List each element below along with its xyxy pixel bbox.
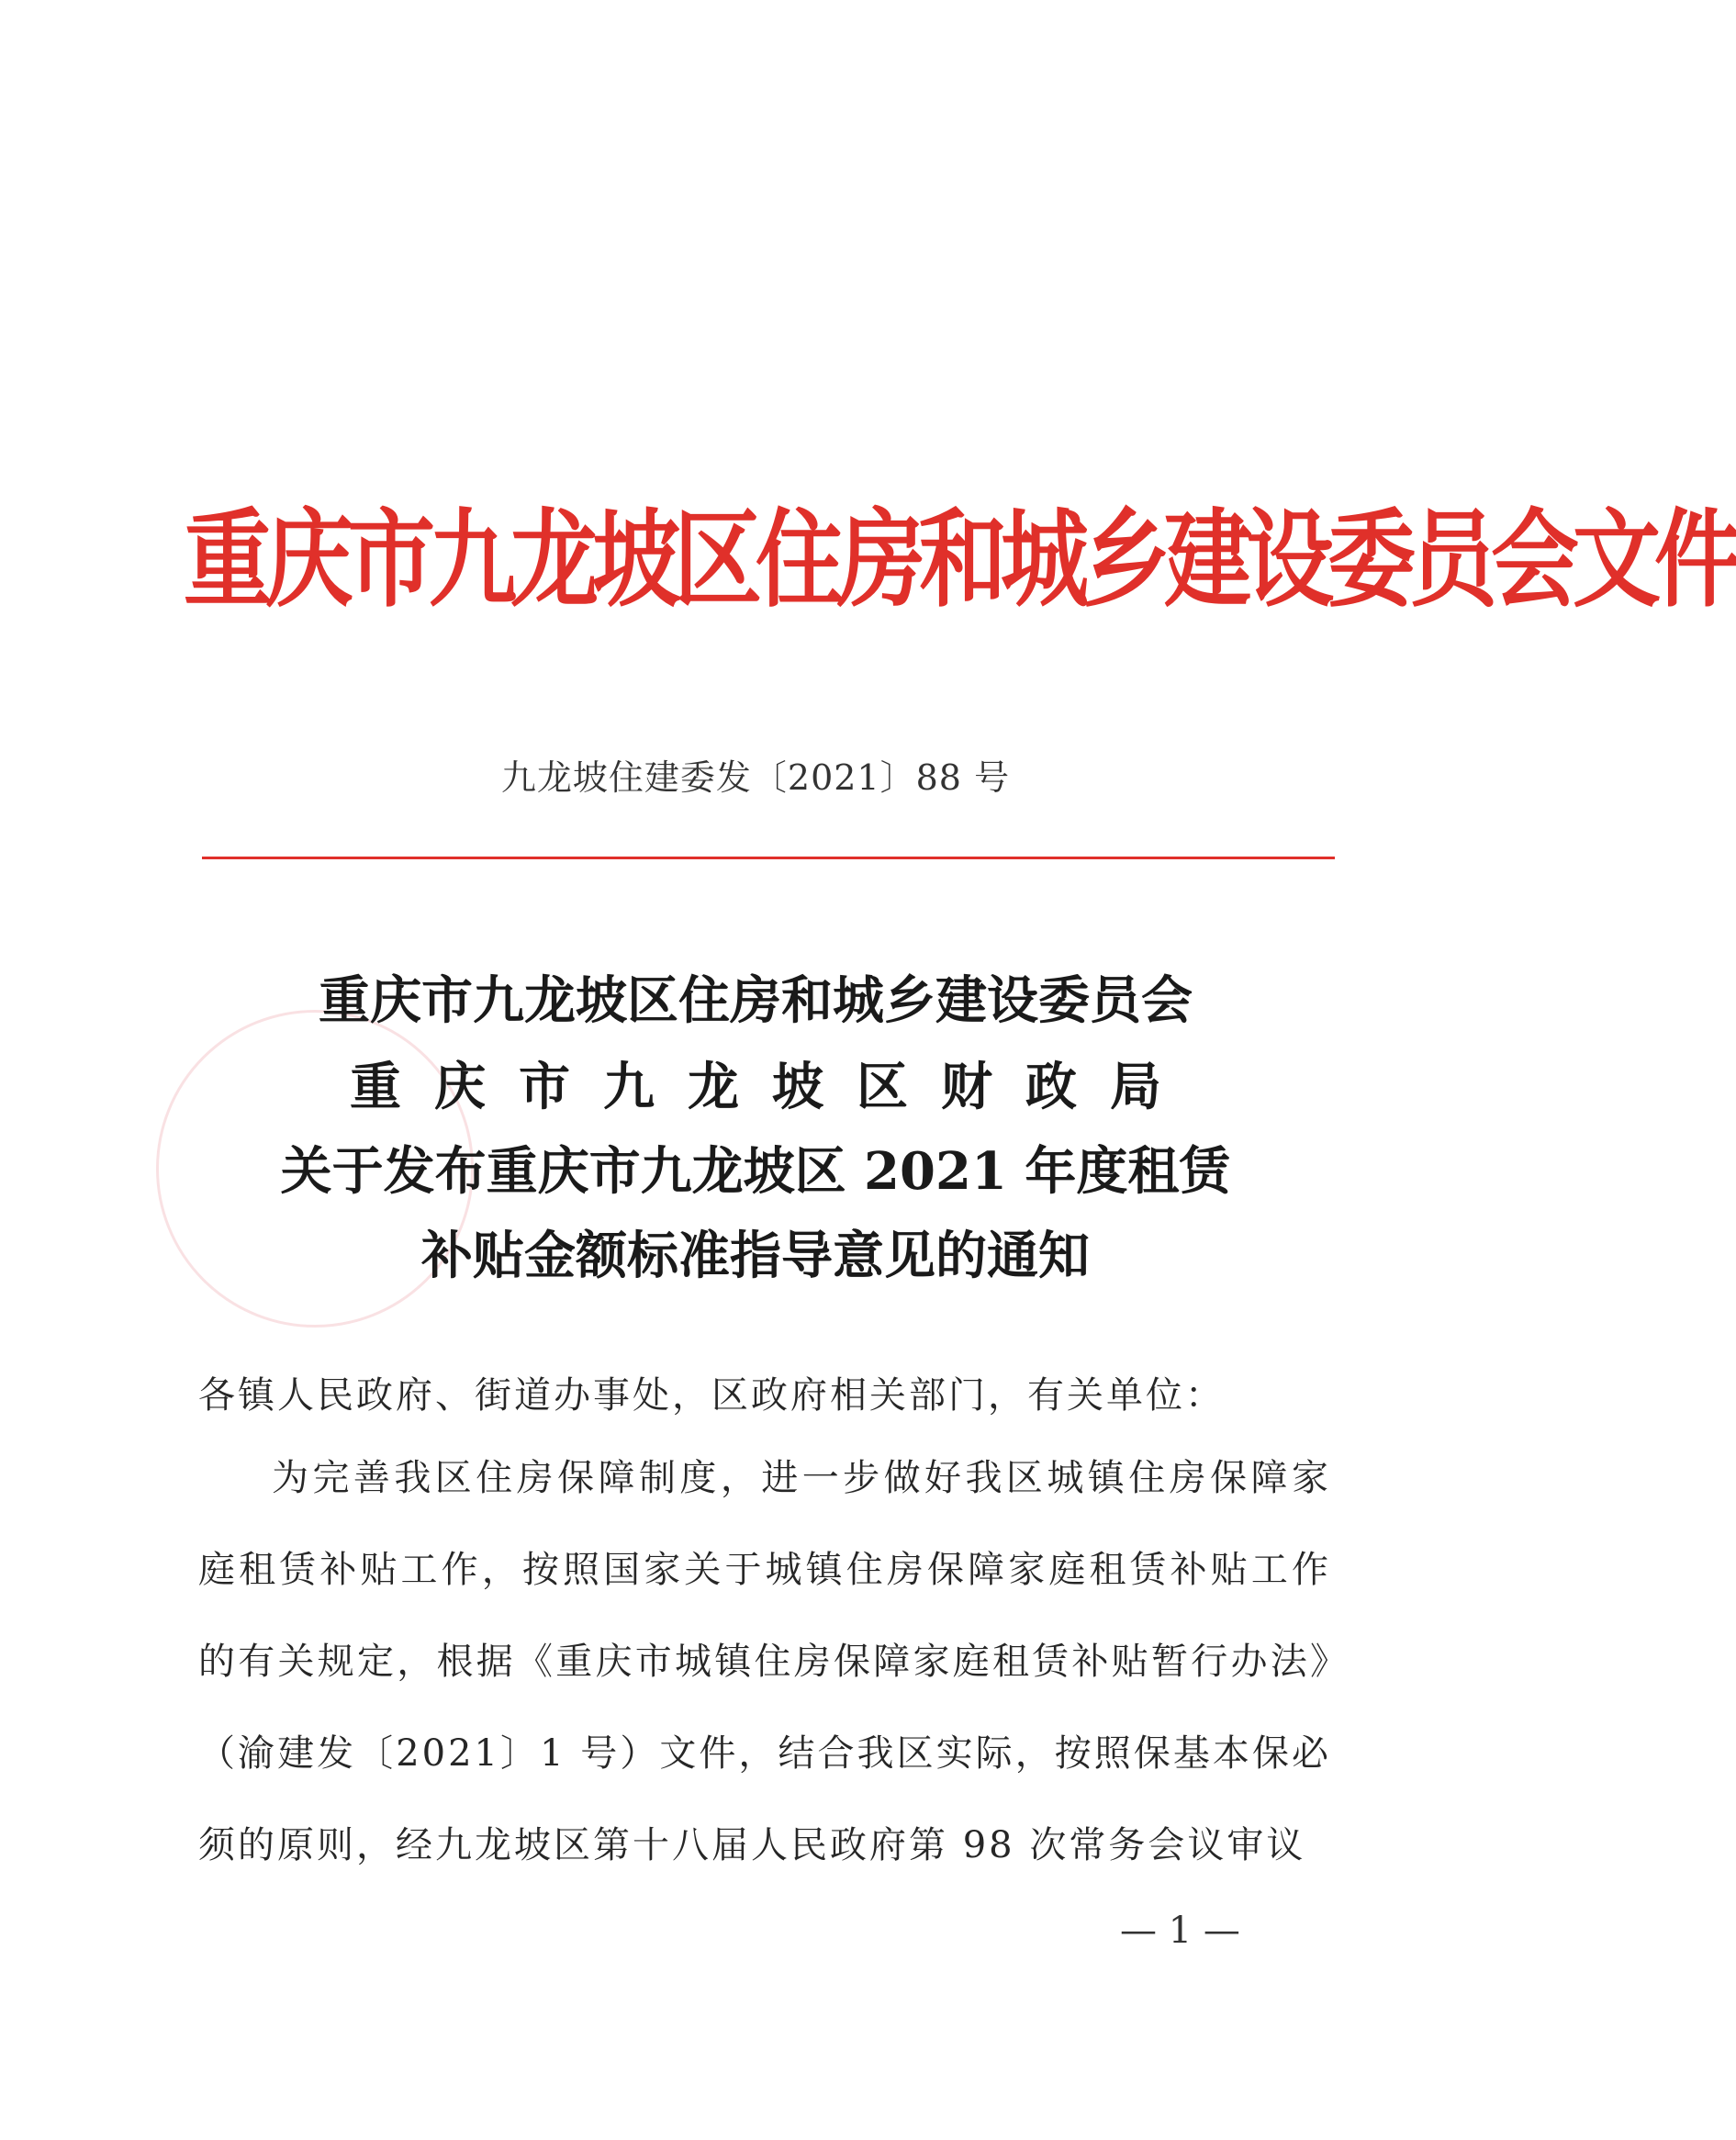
salutation: 各镇人民政府、街道办事处，区政府相关部门，有关单位： [198, 1374, 1225, 1417]
title-line-1: 重庆市九龙坡区住房和城乡建设委员会 [319, 970, 1193, 1031]
title-line-2: 重庆市九龙坡区财政局 [350, 1057, 1194, 1117]
title-line-3: 关于发布重庆市九龙坡区 2021 年度租赁 [280, 1141, 1231, 1202]
page-number: — 1 — [1120, 1910, 1240, 1952]
red-divider [202, 857, 1335, 859]
issuer-header: 重庆市九龙坡区住房和城乡建设委员会文件 [184, 498, 1736, 622]
body-paragraph: 为完善我区住房保障制度，进一步做好我区城镇住房保障家庭租赁补贴工作，按照国家关于城镇住房保障家庭租赁补贴工作的有关规定，根据《重庆市城镇住房保障家庭租赁补贴暂行办法》（渝建发〔2021〕1 号）文件，结合我区实际，按照保基本保必须的原则，经九龙坡区第十八届人民政府第 98 次常务会议审议 [198, 1457, 1331, 1866]
title-line-4: 补贴金额标准指导意见的通知 [421, 1226, 1090, 1286]
document-number: 九龙坡住建委发〔2021〕88 号 [500, 757, 1011, 798]
